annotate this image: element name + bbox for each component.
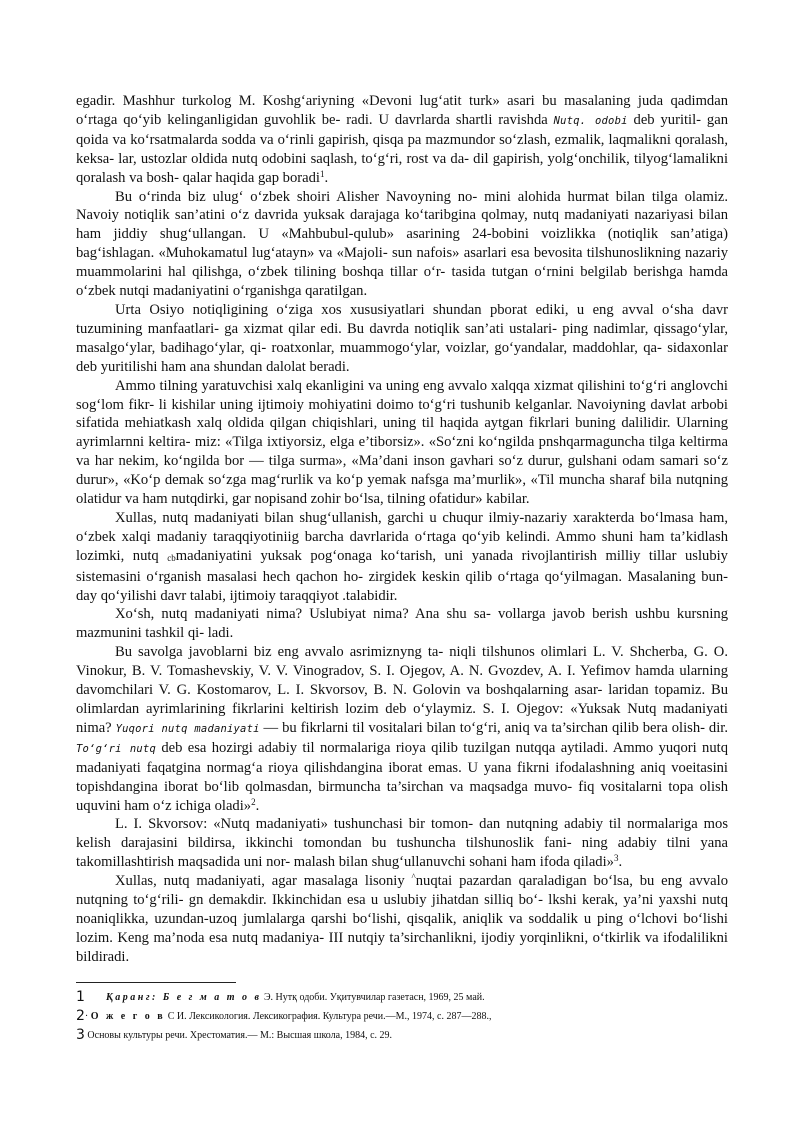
footnote-text: Э. Нутқ одоби. Уқитувчилар газетасн, 1969, 25 май. xyxy=(261,992,485,1003)
term-nutq-odobi: Nutq. odobi xyxy=(553,114,628,127)
footnote-ref-3: 3 xyxy=(613,853,619,864)
term-yuqori-nutq-madaniyati: Yuqori nutq madaniyati xyxy=(115,722,260,735)
paragraph-7 xyxy=(76,643,728,815)
footnote-divider xyxy=(76,982,236,983)
text-run: Bu savolga javoblarni biz eng avvalo asrimiznyng ta- niqli tilshunos olimlari L. V. Shcherba, G. O. Vinokur, B. V. Tomashevskiy, V. V. Vinogradov, S. I. Ojegov, A. N. Gvozdev, A. I. Yefimov hamda ularning davomchilari V. G. Kostomarov, L. I. Skvorsov, B. N. Golovin va boshqalarning asar- laridan topamiz. Bu olimlardan ayrimlarining fikrlarini keltirish lozim deb o‘ylaymiz. S. I. Ojegov: «Yuksak Nutq madaniyati nima? xyxy=(76,644,728,736)
footnote-ref-1: 1 xyxy=(319,168,325,179)
paragraph-2: Bu o‘rinda biz ulug‘ o‘zbek shoiri Alisher Navoyning no- mini alohida hurmat bilan tilga olamiz. Navoiy notiqlik san’atini o‘z davrida yuksak darajaga ko‘taribgina qolmay, nutq madaniyati nazariyasi bilan ham jiddiy shug‘ullangan. U «Mahbubul-qulub» asarining 24-bobini voizlikka (notiqlik san’atiga) bag‘ishlagan. «Muhokamatul lug‘atayn» va «Majoli- sun nafois» asarlari esa bevosita tilshunoslikning nazariy muammolarini hal qilishga, o‘zbek tilining boshqa tillar o‘r- tasida tutgan o‘rnini belgilab berishga hamda o‘zbek nutqi madaniyatini o‘rganishga qaratilgan. xyxy=(76,188,728,300)
paragraph-1 xyxy=(76,92,728,188)
text-run: Xullas, nutq madaniyati bilan shug‘ullanish, garchi u chuqur ilmiy-nazariy xarakterda bo‘lmasa ham, o‘zbek xalqi madaniy taraqqiyotiniig barcha davrlarida o‘rtaga qo‘yib kelindi. Ammo shuni ham ta’kidlash lozimki, nutq xyxy=(76,509,728,564)
text-run: . xyxy=(324,169,329,186)
footnote-number: 3 xyxy=(76,1027,85,1043)
footnote-author: О ж е г о в xyxy=(90,1011,166,1022)
stray-caret: ^ xyxy=(411,872,416,883)
footnote-text: Основы культуры речи. Хрестоматия.— М.: Высшая школа, 1984, с. 29. xyxy=(84,1030,393,1041)
text-run: nuqtai pazardan qaraladigan bo‘lsa, bu eng avvalo nutqning to‘g‘rili- gn demakdir. Ikkinchidan esa u uslubiy jihatdan silliq bo‘- lkshi kerak, ya’ni yaxshi nutq noaniqlikka, uzundan-uzoq jumlalarga qarshi bo‘lishi, qisqalik, aniqlik va soddalik u ping o‘lchovi bo‘lishi lozim. Keng ma’noda esa nutq madaniya- III nutqiy ta’sirchanlikni, ijodiy yorqinlikni, o‘tkirlik va ifodalilikni bildiradi. xyxy=(76,873,728,965)
stray-mark: cb xyxy=(167,552,176,563)
text-run: deb yuritil- gan qoida va ko‘rsatmalarda sodda va o‘rinli gapirish, qisqa pa mazmundor so‘zlash, ezmalik, laqmalikni qoralash, keksa- lar, ustozlar oldida nutq odobini saqlash, to‘g‘ri, rost va da- dil gapirish, yolg‘onchilik, tilyog‘lamalikni qoralash va bosh- qalar haqida gap boradi xyxy=(76,111,728,186)
footnote-1 xyxy=(76,988,736,1007)
paragraph-6: Xo‘sh, nutq madaniyati nima? Uslubiyat nima? Ana shu sa- vollarga javob berish ushbu kursning mazmunini tashkil qi- ladi. xyxy=(76,606,728,642)
footnote-number: 1 xyxy=(76,989,85,1005)
document-body xyxy=(76,92,728,967)
footnote-3 xyxy=(76,1026,736,1045)
text-run: egadir. Mashhur turkolog M. Koshg‘ariyning «Devoni lug‘atit turk» asari bu masalaning juda qadimdan o‘rtaga qo‘yib kelinganligidan guvohlik be- radi. U davrlarda shartli ravishda xyxy=(76,93,728,128)
footnote-ref-2: 2 xyxy=(251,796,256,807)
paragraph-9 xyxy=(76,872,728,967)
footnotes xyxy=(76,988,736,1045)
term-togri-nutq: To‘g‘ri nutq xyxy=(76,742,156,755)
paragraph-4: Ammo tilning yaratuvchisi xalq ekanligini va uning eng avvalo xalqqa xizmat qilishini to‘g‘ri anglovchi sog‘lom fikr- li kishilar uning ijtimoiy mohiyatini doimo to‘g‘ri tushunib kelganlar. Navoiyning davlat arbobi sifatida mehiatkash xalq oldida qilgan chiqishlari, uning til haqida aytgan fikrlari buning dalilidir. Ularning ayrimlarnni keltira- miz: «Tilga ixtiyorsiz, elga e’tiborsiz». «So‘zni ko‘ngilda pnshqarmaguncha tilga keltirma va har nekim, ko‘ngilda bor — tilga surma», «Ma’dani inson gavhari so‘z durur, gulshani odam samari so‘z durur», «Ko‘p demak so‘zga mag‘rurlik va ko‘p yemak nafsga ma’murlik», «Til muncha sharaf bila nutqning olatidur va ham nutqdirki, gar nopisand zohir bo‘lsa, tilning ofatidur» kabilar. xyxy=(76,377,728,508)
text-run: — bu fikrlarni til vositalari bilan to‘g‘ri, aniq va ta’sirchan qilib bera olish- dir. xyxy=(259,719,728,736)
text-run: L. I. Skvorsov: «Nutq madaniyati» tushunchasi bir tomon- dan nutqning adabiy til normalariga mos kelish darajasini bildirsa, ikkinchi tomondan bu tushuncha tilshunoslik fani- ning adabiy tilni yana takomillashtirish maqsadida uni nor- malash bilan shug‘ullanuvchi sohani ham ifoda qiladi» xyxy=(76,816,728,871)
paragraph-5 xyxy=(76,509,728,606)
footnote-2 xyxy=(76,1007,736,1026)
footnote-number: 2 xyxy=(76,1008,85,1024)
text-run: madaniyatini yuksak pog‘onaga ko‘tarish, uni yanada rivojlantirish milliy tillar uslubiy sistemasini o‘rganish masalasi hech qachon ho- zirgidek keskin qilib o‘rtaga qo‘yilmagan. Masalaning bun- day qo‘yilishi davr talabi, ijtimoiy taraqqiyot .talabidir. xyxy=(76,547,728,604)
paragraph-8 xyxy=(76,815,728,872)
text-run: . xyxy=(255,797,260,814)
paragraph-3: Urta Osiyo notiqligining o‘ziga xos xususiyatlari shundan pborat ediki, u eng avval o‘sha davr tuzumining manfaatlari- ga xizmat qilar edi. Bu davrda notiqlik san’ati ustalari- ping nadimlar, qissago‘ylar, masalgo‘ylar, badihago‘ylar, qi- roatxonlar, muammogo‘ylar, voizlar, go‘yandalar, maddohlar, qa- sidaxonlar deb yuritilishi ham ana shundan dalolat beradi. xyxy=(76,301,728,375)
text-run: Xullas, nutq madaniyati, agar masalaga lisoniy xyxy=(115,873,412,890)
footnote-text: С И. Лексикология. Лексикография. Культура речи.—М., 1974, с. 287—288., xyxy=(165,1011,492,1022)
footnote-author: Қаранг: Б е г м а т о в xyxy=(106,992,262,1003)
text-run: deb esa hozirgi adabiy til normalariga rioya qilib tuzilgan nutqqa aytiladi. Ammo yuqori nutq madaniyati faqatgina normag‘a rioya qilishdangina iborat emas. U yana fikrni ifodalashning aniq voeitasini topishdangina iborat bo‘lib qolmasdan, birmuncha ta’sirchan va maqsadga muvo- fiq vositalarni topa olish uquvini ham o‘z ichiga oladi» xyxy=(76,739,728,814)
text-run: . xyxy=(618,854,623,871)
footnote-mark: · xyxy=(84,1011,89,1022)
